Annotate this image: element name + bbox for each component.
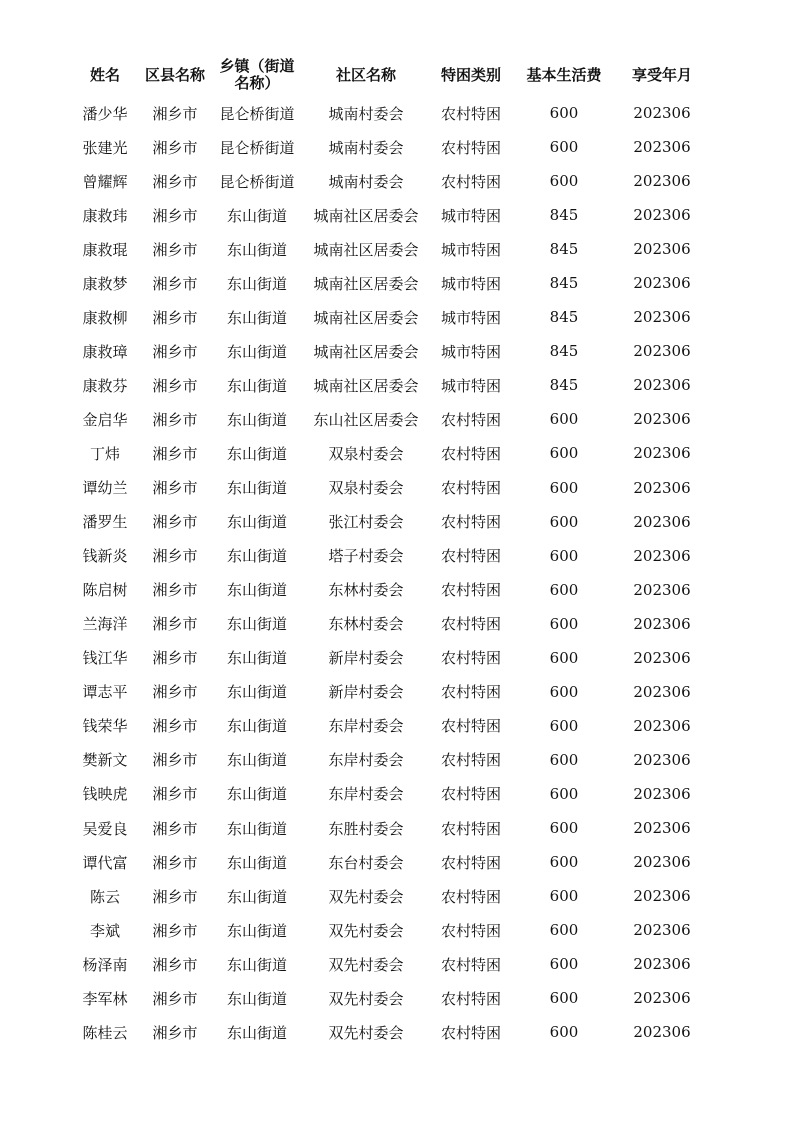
cell-county: 湘乡市 [152,513,198,532]
cell-county: 湘乡市 [152,376,198,395]
cell-township: 东山街道 [226,615,287,634]
cell-name: 谭幼兰 [82,479,128,498]
cell-category: 农村特困 [440,717,501,736]
cell-county: 湘乡市 [152,342,198,361]
cell-county: 湘乡市 [152,717,198,736]
cell-county: 湘乡市 [152,989,198,1008]
table-row [70,266,710,300]
cell-category: 农村特困 [440,989,501,1008]
cell-county: 湘乡市 [152,581,198,600]
cell-community: 城南社区居委会 [313,342,419,361]
cell-community: 东台村委会 [328,853,404,872]
cell-name: 潘罗生 [82,513,128,532]
cell-township: 东山街道 [226,513,287,532]
cell-community: 城南社区居委会 [313,206,419,225]
cell-living-allowance: 600 [549,887,579,906]
header-category: 特困类别 [440,65,501,84]
cell-community: 双先村委会 [328,887,404,906]
cell-township: 东山街道 [226,274,287,293]
cell-category: 农村特困 [440,513,501,532]
cell-community: 张江村委会 [328,513,404,532]
cell-category: 城市特困 [440,308,501,327]
cell-name: 陈云 [89,887,120,906]
cell-category: 农村特困 [440,444,501,463]
cell-community: 东林村委会 [328,581,404,600]
cell-community: 城南村委会 [328,138,404,157]
cell-name: 康救芬 [82,376,128,395]
cell-township: 东山街道 [226,206,287,225]
cell-category: 农村特困 [440,1023,501,1042]
cell-county: 湘乡市 [152,308,198,327]
cell-living-allowance: 845 [549,342,579,361]
table-row [70,879,710,913]
cell-name: 康救璋 [82,342,128,361]
cell-name: 康救玮 [82,206,128,225]
cell-category: 农村特困 [440,955,501,974]
cell-township: 东山街道 [226,479,287,498]
table-row [70,913,710,947]
cell-living-allowance: 600 [549,512,579,531]
cell-name: 钱荣华 [82,717,128,736]
cell-county: 湘乡市 [152,410,198,429]
cell-township: 昆仑桥街道 [219,138,295,157]
cell-category: 城市特困 [440,342,501,361]
cell-start-month: 202306 [633,512,691,531]
cell-township: 东山街道 [226,1023,287,1042]
table-row [70,777,710,811]
cell-community: 东岸村委会 [328,751,404,770]
cell-community: 双泉村委会 [328,444,404,463]
cell-county: 湘乡市 [152,751,198,770]
table-row [70,164,710,198]
cell-township: 东山街道 [226,785,287,804]
cell-community: 东岸村委会 [328,717,404,736]
cell-living-allowance: 845 [549,376,579,395]
cell-category: 农村特困 [440,853,501,872]
cell-township: 东山街道 [226,887,287,906]
cell-category: 农村特困 [440,547,501,566]
cell-name: 康救柳 [82,308,128,327]
cell-township: 东山街道 [226,989,287,1008]
cell-township: 东山街道 [226,819,287,838]
cell-start-month: 202306 [633,342,691,361]
cell-name: 杨泽南 [82,955,128,974]
cell-name: 陈桂云 [82,1023,128,1042]
cell-township: 东山街道 [226,342,287,361]
table-row [70,947,710,981]
cell-name: 谭代富 [82,853,128,872]
cell-community: 双先村委会 [328,1023,404,1042]
cell-county: 湘乡市 [152,104,198,123]
cell-county: 湘乡市 [152,649,198,668]
cell-category: 农村特困 [440,785,501,804]
table-row [70,505,710,539]
cell-name: 吴爱良 [82,819,128,838]
cell-living-allowance: 600 [549,853,579,872]
cell-living-allowance: 600 [549,989,579,1008]
cell-community: 塔子村委会 [328,547,404,566]
cell-name: 陈启树 [82,581,128,600]
cell-township: 东山街道 [226,581,287,600]
cell-county: 湘乡市 [152,240,198,259]
cell-start-month: 202306 [633,853,691,872]
cell-living-allowance: 600 [549,478,579,497]
header-start-month: 享受年月 [631,65,692,84]
cell-start-month: 202306 [633,410,691,429]
cell-category: 农村特困 [440,649,501,668]
cell-start-month: 202306 [633,614,691,633]
header-county: 区县名称 [144,65,205,84]
cell-township: 东山街道 [226,240,287,259]
table-row [70,368,710,402]
relief-recipients-table [70,54,710,1049]
table-row [70,130,710,164]
cell-county: 湘乡市 [152,955,198,974]
cell-community: 双先村委会 [328,989,404,1008]
cell-start-month: 202306 [633,206,691,225]
cell-start-month: 202306 [633,819,691,837]
cell-name: 钱江华 [82,649,128,668]
cell-county: 湘乡市 [152,138,198,157]
cell-county: 湘乡市 [152,1023,198,1042]
cell-start-month: 202306 [633,921,691,940]
table-row [70,845,710,879]
cell-living-allowance: 845 [549,206,579,225]
cell-start-month: 202306 [633,274,691,293]
cell-category: 农村特困 [440,683,501,702]
cell-start-month: 202306 [633,1023,691,1042]
cell-county: 湘乡市 [152,444,198,463]
cell-name: 丁炜 [89,444,120,463]
cell-name: 康救梦 [82,274,128,293]
cell-name: 曾耀辉 [82,172,128,191]
cell-living-allowance: 600 [549,104,579,123]
table-row [70,402,710,436]
table-body [70,96,710,1049]
cell-category: 农村特困 [440,921,501,940]
cell-start-month: 202306 [633,546,691,565]
cell-community: 城南社区居委会 [313,240,419,259]
cell-category: 农村特困 [440,172,501,191]
table-row [70,471,710,505]
cell-township: 东山街道 [226,955,287,974]
cell-community: 东岸村委会 [328,785,404,804]
cell-category: 城市特困 [440,274,501,293]
cell-township: 昆仑桥街道 [219,104,295,123]
cell-living-allowance: 845 [549,274,579,293]
cell-county: 湘乡市 [152,785,198,804]
cell-category: 农村特困 [440,410,501,429]
cell-community: 东山社区居委会 [313,410,419,429]
cell-start-month: 202306 [633,444,691,463]
cell-category: 农村特困 [440,581,501,600]
cell-county: 湘乡市 [152,172,198,191]
cell-start-month: 202306 [633,240,691,259]
cell-township: 东山街道 [226,308,287,327]
cell-community: 城南村委会 [328,172,404,191]
cell-county: 湘乡市 [152,819,198,838]
cell-county: 湘乡市 [152,547,198,566]
cell-start-month: 202306 [633,478,691,497]
table-row [70,300,710,334]
cell-township: 东山街道 [226,751,287,770]
cell-living-allowance: 600 [549,444,579,463]
cell-living-allowance: 600 [549,716,579,735]
cell-community: 东林村委会 [328,615,404,634]
cell-township: 东山街道 [226,376,287,395]
table-header-row [70,54,710,96]
table-row [70,1015,710,1049]
cell-living-allowance: 845 [549,240,579,259]
table-row [70,743,710,777]
header-community: 社区名称 [335,65,396,84]
header-living-allowance: 基本生活费 [526,65,602,84]
table-row [70,96,710,130]
cell-living-allowance: 600 [549,921,579,940]
cell-county: 湘乡市 [152,853,198,872]
cell-name: 康救琨 [82,240,128,259]
header-name: 姓名 [89,65,120,84]
cell-category: 城市特困 [440,206,501,225]
header-township: 乡镇（街道 名称） [219,57,295,92]
cell-category: 农村特困 [440,104,501,123]
cell-township: 东山街道 [226,649,287,668]
cell-county: 湘乡市 [152,887,198,906]
table-row [70,811,710,845]
cell-start-month: 202306 [633,308,691,327]
cell-living-allowance: 600 [549,580,579,599]
cell-township: 昆仑桥街道 [219,172,295,191]
cell-community: 城南村委会 [328,104,404,123]
cell-start-month: 202306 [633,648,691,667]
cell-category: 农村特困 [440,751,501,770]
cell-county: 湘乡市 [152,921,198,940]
cell-township: 东山街道 [226,444,287,463]
cell-name: 樊新文 [82,751,128,770]
cell-start-month: 202306 [633,784,691,803]
cell-living-allowance: 600 [549,784,579,803]
cell-category: 农村特困 [440,138,501,157]
cell-township: 东山街道 [226,410,287,429]
cell-start-month: 202306 [633,172,691,191]
cell-name: 钱映虎 [82,785,128,804]
cell-name: 李军林 [82,989,128,1008]
cell-category: 农村特困 [440,479,501,498]
cell-living-allowance: 600 [549,750,579,769]
cell-start-month: 202306 [633,887,691,906]
cell-start-month: 202306 [633,580,691,599]
cell-start-month: 202306 [633,376,691,395]
cell-name: 张建光 [82,138,128,157]
cell-community: 新岸村委会 [328,683,404,702]
table-row [70,981,710,1015]
cell-name: 李斌 [89,921,120,940]
table-row [70,539,710,573]
cell-name: 金启华 [82,410,128,429]
cell-county: 湘乡市 [152,274,198,293]
cell-county: 湘乡市 [152,206,198,225]
cell-living-allowance: 600 [549,138,579,157]
cell-living-allowance: 600 [549,648,579,667]
cell-category: 农村特困 [440,819,501,838]
cell-community: 城南社区居委会 [313,274,419,293]
table-row [70,232,710,266]
cell-start-month: 202306 [633,989,691,1008]
cell-township: 东山街道 [226,683,287,702]
cell-living-allowance: 600 [549,614,579,633]
cell-community: 城南社区居委会 [313,308,419,327]
cell-living-allowance: 845 [549,308,579,327]
cell-county: 湘乡市 [152,615,198,634]
cell-living-allowance: 600 [549,1023,579,1042]
cell-county: 湘乡市 [152,683,198,702]
cell-start-month: 202306 [633,750,691,769]
cell-community: 城南社区居委会 [313,376,419,395]
table-row [70,198,710,232]
cell-living-allowance: 600 [549,410,579,429]
cell-name: 潘少华 [82,104,128,123]
table-row [70,573,710,607]
cell-township: 东山街道 [226,853,287,872]
cell-community: 东胜村委会 [328,819,404,838]
cell-community: 双先村委会 [328,921,404,940]
cell-category: 城市特困 [440,240,501,259]
cell-start-month: 202306 [633,104,691,123]
table-row [70,641,710,675]
cell-category: 农村特困 [440,887,501,906]
cell-living-allowance: 600 [549,819,579,837]
cell-start-month: 202306 [633,716,691,735]
cell-township: 东山街道 [226,921,287,940]
table-row [70,334,710,368]
cell-county: 湘乡市 [152,479,198,498]
cell-start-month: 202306 [633,955,691,974]
cell-category: 农村特困 [440,615,501,634]
table-row [70,709,710,743]
cell-living-allowance: 600 [549,682,579,701]
cell-township: 东山街道 [226,717,287,736]
table-row [70,436,710,470]
cell-township: 东山街道 [226,547,287,566]
table-row [70,607,710,641]
cell-start-month: 202306 [633,682,691,701]
cell-living-allowance: 600 [549,546,579,565]
cell-community: 双先村委会 [328,955,404,974]
cell-living-allowance: 600 [549,955,579,974]
cell-name: 兰海洋 [82,615,128,634]
cell-community: 新岸村委会 [328,649,404,668]
cell-start-month: 202306 [633,138,691,157]
cell-category: 城市特困 [440,376,501,395]
cell-living-allowance: 600 [549,172,579,191]
table-row [70,675,710,709]
cell-community: 双泉村委会 [328,479,404,498]
cell-name: 谭志平 [82,683,128,702]
cell-name: 钱新炎 [82,547,128,566]
